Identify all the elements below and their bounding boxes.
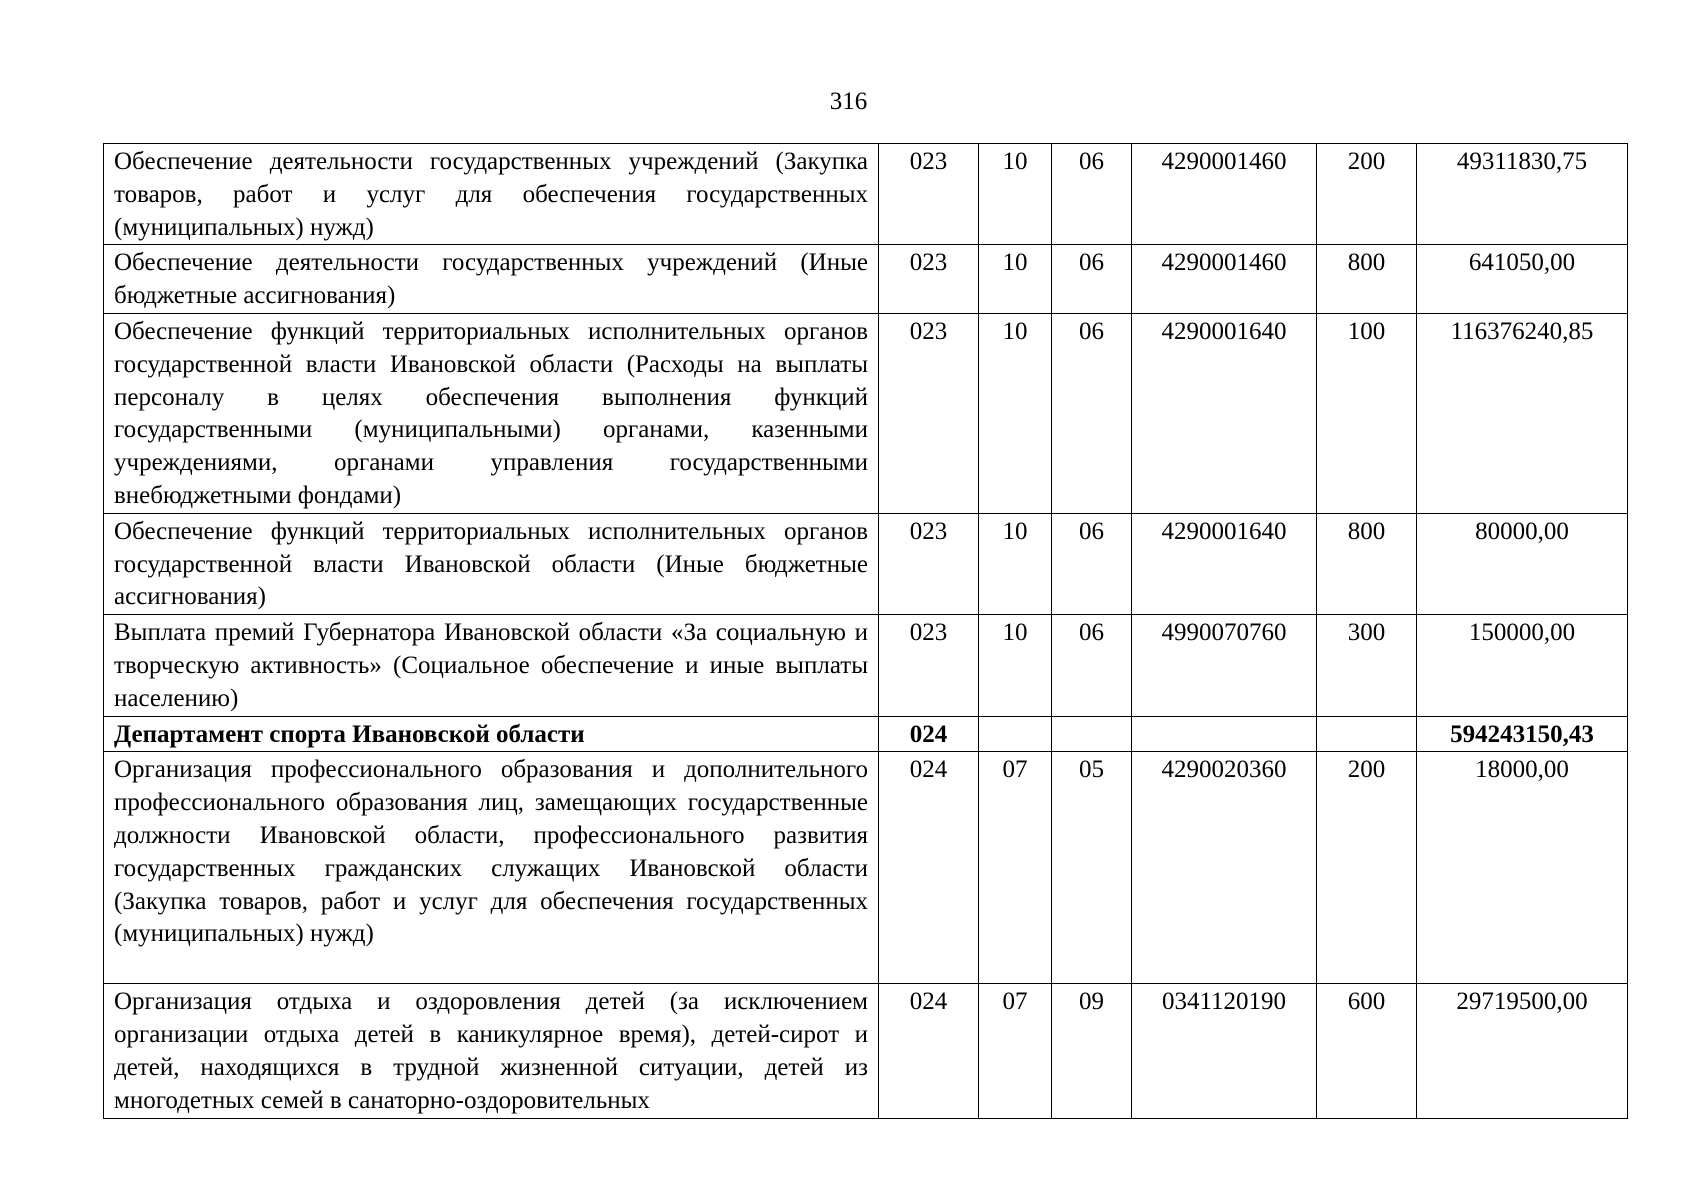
row-sum: 150000,00: [1417, 615, 1628, 716]
row-vr-code: 300: [1317, 615, 1417, 716]
row-pr-code: 05: [1052, 752, 1132, 984]
row-sum: 116376240,85: [1417, 313, 1628, 513]
row-gr-code: 024: [879, 984, 979, 1118]
row-cs-code: 4990070760: [1132, 615, 1317, 716]
row-vr-code: [1317, 716, 1417, 752]
row-vr-code: 600: [1317, 984, 1417, 1118]
row-rz-code: 10: [979, 313, 1052, 513]
row-pr-code: 06: [1052, 615, 1132, 716]
row-rz-code: 10: [979, 245, 1052, 314]
row-sum: 49311830,75: [1417, 144, 1628, 245]
row-gr-code: 023: [879, 513, 979, 614]
row-description: Организация отдыха и оздоровления детей (за исключением организации отдыха детей в каникулярное время), детей-сирот и детей, находящихся в трудной жизненной ситуации, детей из многодетных семей в санаторно-оздоровительных: [104, 984, 879, 1118]
row-gr-code: 023: [879, 245, 979, 314]
row-vr-code: 100: [1317, 313, 1417, 513]
row-cs-code: 4290001640: [1132, 313, 1317, 513]
table-row: [104, 144, 1628, 245]
row-rz-code: 10: [979, 615, 1052, 716]
row-description: Обеспечение функций территориальных исполнительных органов государственной власти Ивановской области (Иные бюджетные ассигнования): [104, 513, 879, 614]
row-sum: 80000,00: [1417, 513, 1628, 614]
row-rz-code: 07: [979, 984, 1052, 1118]
row-sum: 641050,00: [1417, 245, 1628, 314]
table-row: [104, 245, 1628, 314]
row-cs-code: 4290020360: [1132, 752, 1317, 984]
table-row: [104, 313, 1628, 513]
row-pr-code: [1052, 716, 1132, 752]
row-description: Организация профессионального образования и дополнительного профессионального образования лиц, замещающих государственные должности Ивановской области, профессионального развития государственных гражданских служащих Ивановской области (Закупка товаров, работ и услуг для обеспечения государственных (муниципальных) нужд): [104, 752, 879, 984]
row-cs-code: 4290001640: [1132, 513, 1317, 614]
row-cs-code: 4290001460: [1132, 245, 1317, 314]
row-pr-code: 06: [1052, 513, 1132, 614]
row-description: Обеспечение деятельности государственных учреждений (Закупка товаров, работ и услуг для обеспечения государственных (муниципальных) нужд): [104, 144, 879, 245]
row-pr-code: 06: [1052, 144, 1132, 245]
row-vr-code: 200: [1317, 752, 1417, 984]
row-pr-code: 06: [1052, 313, 1132, 513]
row-description: Обеспечение функций территориальных исполнительных органов государственной власти Ивановской области (Расходы на выплаты персоналу в целях обеспечения выполнения функций государственными (муниципальными) органами, казенными учреждениями, органами управления государственными внебюджетными фондами): [104, 313, 879, 513]
page-number: 316: [829, 88, 868, 115]
row-vr-code: 800: [1317, 245, 1417, 314]
row-cs-code: [1132, 716, 1317, 752]
table-row: [104, 513, 1628, 614]
row-rz-code: 10: [979, 513, 1052, 614]
row-pr-code: 09: [1052, 984, 1132, 1118]
row-gr-code: 023: [879, 313, 979, 513]
table-row: [104, 984, 1628, 1118]
row-rz-code: 07: [979, 752, 1052, 984]
department-name: Департамент спорта Ивановской области: [104, 716, 879, 752]
row-gr-code: 023: [879, 615, 979, 716]
row-sum: 18000,00: [1417, 752, 1628, 984]
table-row: [104, 752, 1628, 984]
table-row: [104, 615, 1628, 716]
row-rz-code: [979, 716, 1052, 752]
row-gr-code: 024: [879, 752, 979, 984]
row-cs-code: 0341120190: [1132, 984, 1317, 1118]
row-cs-code: 4290001460: [1132, 144, 1317, 245]
department-total-sum: 594243150,43: [1417, 716, 1628, 752]
row-description: Обеспечение деятельности государственных учреждений (Иные бюджетные ассигнования): [104, 245, 879, 314]
row-gr-code: 023: [879, 144, 979, 245]
department-total-row: [104, 716, 1628, 752]
row-vr-code: 800: [1317, 513, 1417, 614]
row-pr-code: 06: [1052, 245, 1132, 314]
row-gr-code: 024: [879, 716, 979, 752]
row-rz-code: 10: [979, 144, 1052, 245]
row-vr-code: 200: [1317, 144, 1417, 245]
budget-table: [103, 143, 1628, 1119]
row-sum: 29719500,00: [1417, 984, 1628, 1118]
row-description: Выплата премий Губернатора Ивановской области «За социальную и творческую активность» (Социальное обеспечение и иные выплаты населению): [104, 615, 879, 716]
